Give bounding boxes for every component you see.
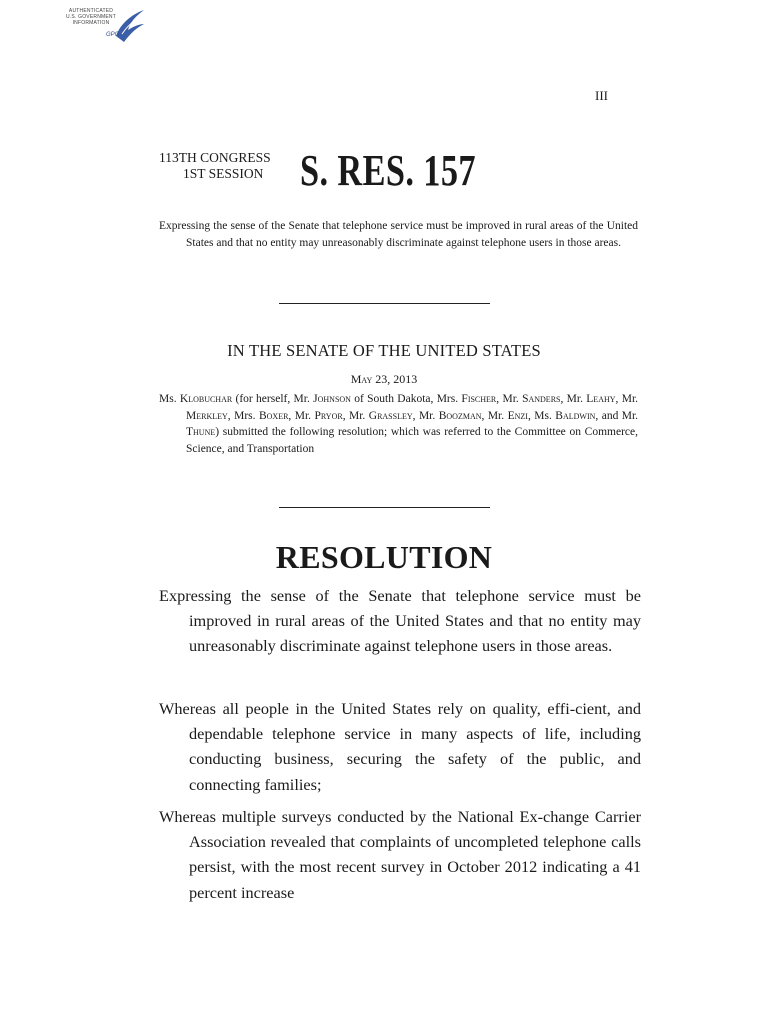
bill-number: S. RES. 157 bbox=[300, 146, 476, 195]
sponsor-name: Leahy bbox=[586, 393, 616, 405]
sponsor-name: Thune bbox=[186, 426, 216, 439]
whereas-clause: Whereas multiple surveys conducted by the National Ex-change Carrier Association revealed that complaints of uncompleted telephone calls persist, with the most recent survey in October 2012 indicating a 41 percent increase bbox=[159, 807, 641, 902]
eagle-icon bbox=[110, 6, 148, 46]
session-line: 1ST SESSION bbox=[183, 166, 264, 181]
sponsor-name: Klobuchar bbox=[179, 393, 233, 405]
sponsor-name: Boxer bbox=[258, 409, 289, 422]
resolution-preamble: Expressing the sense of the Senate that telephone service must be improved in rural areas of the United States and that no entity may unreasonably discriminate against telephone users in those areas. bbox=[159, 586, 641, 656]
sponsor-name: Pryor bbox=[314, 409, 343, 422]
sponsor-name: Fischer bbox=[461, 393, 497, 405]
sponsor-name: Enzi bbox=[507, 409, 528, 422]
sponsor-name: Johnson bbox=[313, 393, 351, 405]
sponsors-statement: Ms. Klobuchar (for herself, Mr. Johnson of South Dakota, Mrs. Fischer, Mr. Sanders, Mr. Leahy, Mr. Merkley, Mrs. Boxer, Mr. Pryor, Mr. Grassley, Mr. Boozman, Mr. Enzi, Ms. Baldwin, and Mr. Thune) submitted the following resolution; which was referred to the Committee on Commerce, Science, and Transportation bbox=[159, 393, 639, 455]
divider-rule bbox=[279, 507, 490, 508]
page-marker: III bbox=[595, 88, 608, 103]
divider-rule bbox=[279, 303, 490, 304]
logo-text: AUTHENTICATED U.S. GOVERNMENT INFORMATION bbox=[66, 8, 116, 26]
sponsor-name: Sanders bbox=[522, 393, 561, 405]
sponsor-name: Boozman bbox=[438, 409, 482, 422]
resolution-title: RESOLUTION bbox=[275, 539, 493, 575]
whereas-clause: Whereas all people in the United States rely on quality, effi-cient, and dependable telephone service in many aspects of life, including conducting business, securing the safety of the public, and connecting families; bbox=[159, 699, 641, 794]
chamber-heading: IN THE SENATE OF THE UNITED STATES bbox=[227, 341, 541, 360]
congress-line: 113TH CONGRESS bbox=[159, 150, 271, 165]
sponsor-name: Baldwin bbox=[555, 409, 596, 422]
sponsor-name: Grassley bbox=[368, 409, 413, 422]
gpo-authentication-logo bbox=[60, 6, 148, 46]
bill-summary: Expressing the sense of the Senate that telephone service must be improved in rural areas of the United States and that no entity may unreasonably discriminate against telephone users in those areas. bbox=[159, 220, 638, 249]
gpo-label: GPO bbox=[106, 32, 120, 38]
sponsor-name: Merkley bbox=[186, 409, 228, 422]
congress-session bbox=[159, 150, 271, 182]
introduction-date: May 23, 2013 bbox=[350, 372, 418, 386]
